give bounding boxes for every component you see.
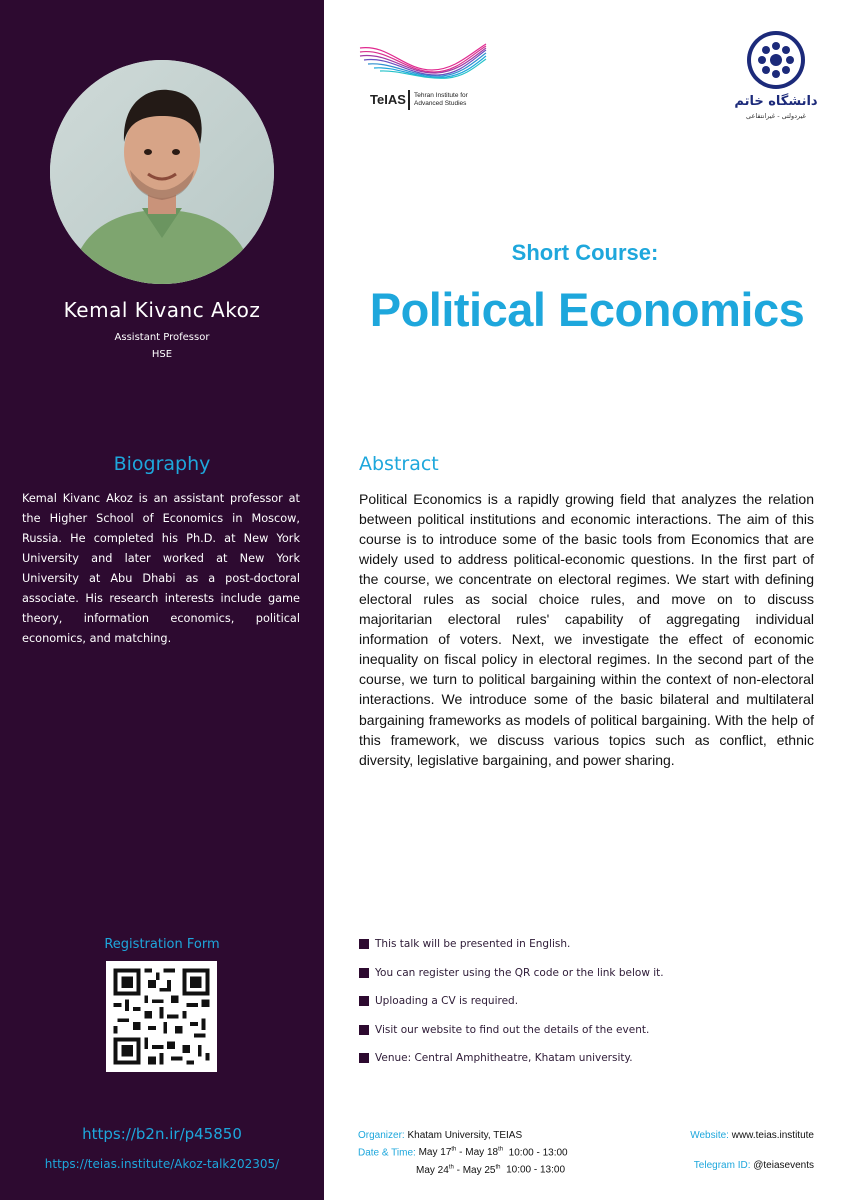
website-link[interactable]: www.teias.institute [731,1130,814,1141]
speaker-position: Assistant Professor [114,332,210,343]
speaker-affiliation: HSE [151,349,173,360]
session-dates: May 24th - May 25th [416,1164,501,1176]
note-item: This talk will be presented in English. [359,934,819,954]
biography-text: Kemal Kivanc Akoz is an assistant professor at the Higher School of Economics in Moscow, Russia. He completed his Ph.D. at New York University and later worked at New York University at Abu Dhabi as a post-doctoral associate. His research interests include game theory, information economics, political economics, and matching. [22,492,300,645]
teias-line2: Advanced Studies [414,100,467,107]
teias-abbr: TeIAS [370,92,406,107]
bullet-square-icon [359,1053,369,1063]
khatam-subtitle: غیردولتی - غیرانتفاعی [746,112,806,120]
note-item: Visit our website to find out the details of the event. [359,1020,819,1040]
session-time: 10:00 - 13:00 [506,1164,566,1176]
organizer-value: Khatam University, TEIAS [407,1130,523,1141]
abstract-heading: Abstract [359,453,439,475]
registration-heading: Registration Form [104,937,220,952]
teias-line1: Tehran Institute for [414,92,468,99]
website-label: Website: [690,1130,729,1141]
note-item: Uploading a CV is required. [359,991,819,1011]
qr-code[interactable] [106,961,217,1072]
sidebar [0,0,324,1200]
teias-divider [408,90,410,110]
speaker-name: Kemal Kivanc Akoz [63,298,261,322]
course-label: Short Course: [511,240,659,265]
telegram-label: Telegram ID: [693,1160,751,1171]
footer-contact-info [690,1128,814,1173]
session-dates: May 17th - May 18th [418,1147,504,1159]
session-time: 10:00 - 13:00 [508,1147,568,1159]
abstract-text: Political Economics is a rapidly growing field that analyzes the relation between political institutions and economic interactions. The aim of this course is to introduce some of the basic tools from Economics that are widely used to address political-economic questions. In the first part of the course, we concentrate on electoral regimes. We start with defining electoral rules as social choice rules, and move on to discuss majoritarian electoral rules' capability of aggregating individual information of voters. Next, we investigate the effect of economic inequality on fiscal policy in electoral regimes. In the second part of the course, we turn to political bargaining within the context of non-electoral interactions. We introduce some of the basic bilateral and multilateral bargaining frameworks as models of political bargaining. With the help of this framework, we discuss various topics such as conflict, ethnic diversity, legislative bargaining, and power sharing. [359,491,814,768]
biography-heading: Biography [113,453,211,475]
speaker-photo [50,60,274,284]
bullet-square-icon [359,939,369,949]
bullet-square-icon [359,968,369,978]
khatam-logo [732,30,820,126]
bullet-square-icon [359,996,369,1006]
registration-short-link[interactable]: https://b2n.ir/p45850 [82,1125,242,1143]
telegram-id[interactable]: @teiasevents [753,1160,814,1171]
footer-organizer-info [358,1128,568,1178]
registration-long-link[interactable]: https://teias.institute/Akoz-talk202305/ [44,1157,280,1171]
note-item: You can register using the QR code or the link below it. [359,963,819,983]
note-item: Venue: Central Amphitheatre, Khatam university. [359,1048,819,1068]
teias-logo [358,40,490,112]
bullet-square-icon [359,1025,369,1035]
khatam-name: دانشگاه خاتم [734,94,818,109]
course-title: Political Economics [369,283,805,336]
notes-list [359,934,819,1077]
organizer-label: Organizer: [358,1130,405,1141]
datetime-label: Date & Time: [358,1147,416,1159]
